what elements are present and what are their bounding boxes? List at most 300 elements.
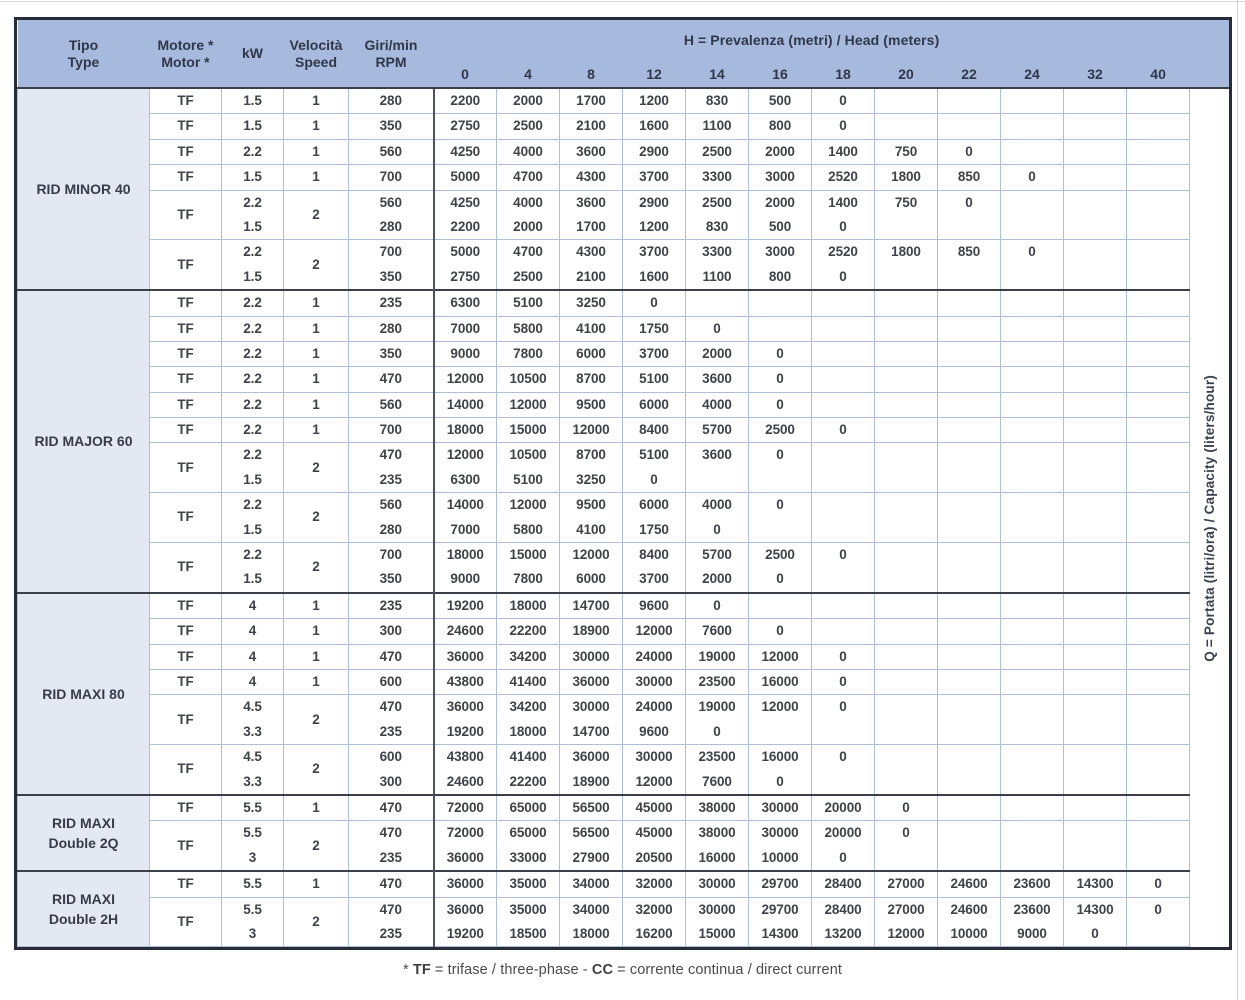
pump-capacity-table-frame <box>14 17 1232 950</box>
capacity-value: 6000 1750 <box>623 493 686 543</box>
table-row <box>18 418 1190 443</box>
rpm-value: 700 350 <box>349 543 434 593</box>
capacity-value <box>938 619 1001 644</box>
capacity-value <box>1127 644 1190 669</box>
rpm-value: 470 <box>349 795 434 821</box>
kw-value: 1.5 <box>222 88 284 114</box>
speed-value: 2 <box>284 443 349 493</box>
capacity-value <box>1001 795 1064 821</box>
capacity-value: 41400 <box>497 669 560 694</box>
capacity-value: 36000 19200 <box>434 695 497 745</box>
table-header <box>18 20 1190 88</box>
capacity-value: 0 <box>812 695 875 745</box>
kw-value: 1.5 <box>222 165 284 190</box>
capacity-value: 9600 <box>623 593 686 619</box>
table-row <box>18 871 1190 897</box>
capacity-value: 23500 <box>686 669 749 694</box>
head-title-text: = Prevalenza (metri) / Head (meters) <box>694 32 940 48</box>
speed-value: 1 <box>284 139 349 164</box>
speed-value: 1 <box>284 418 349 443</box>
capacity-value: 3700 1600 <box>623 240 686 290</box>
capacity-value <box>1064 619 1127 644</box>
table-row <box>18 695 1190 745</box>
capacity-value: 750 <box>875 139 938 164</box>
section-rid-maxi-double-2h <box>18 871 1190 947</box>
capacity-value: 56500 27900 <box>560 821 623 871</box>
capacity-value: 0 <box>686 316 749 341</box>
col-header-tipo <box>18 20 150 88</box>
rpm-value: 280 <box>349 316 434 341</box>
capacity-value <box>1001 619 1064 644</box>
speed-value: 1 <box>284 88 349 114</box>
capacity-value: 3300 1100 <box>686 240 749 290</box>
speed-value: 2 <box>284 543 349 593</box>
capacity-value: 34000 <box>560 871 623 897</box>
capacity-value: 27000 12000 <box>875 897 938 947</box>
capacity-value: 12000 <box>623 619 686 644</box>
capacity-value <box>938 114 1001 139</box>
capacity-value <box>875 644 938 669</box>
kw-value: 2.2 1.5 <box>222 190 284 240</box>
capacity-value <box>1001 821 1064 871</box>
capacity-value: 43800 24600 <box>434 745 497 795</box>
capacity-value <box>1001 392 1064 417</box>
capacity-value <box>812 341 875 366</box>
rpm-value: 470 235 <box>349 443 434 493</box>
capacity-axis-label <box>1202 375 1217 662</box>
pump-capacity-table <box>17 20 1190 947</box>
kw-value: 2.2 1.5 <box>222 493 284 543</box>
capacity-value: 5000 2750 <box>434 240 497 290</box>
rpm-value: 470 <box>349 367 434 392</box>
capacity-value: 18900 <box>560 619 623 644</box>
capacity-axis-strip-body <box>1190 89 1229 947</box>
capacity-value: 28400 13200 <box>812 897 875 947</box>
capacity-value <box>1127 593 1190 619</box>
rpm-value: 560 280 <box>349 190 434 240</box>
capacity-value <box>1127 418 1190 443</box>
capacity-value: 2000 500 <box>749 190 812 240</box>
capacity-value: 12000 <box>749 644 812 669</box>
capacity-value <box>1127 619 1190 644</box>
speed-value: 1 <box>284 619 349 644</box>
motor-type: TF <box>150 821 222 871</box>
capacity-value: 5800 <box>497 316 560 341</box>
capacity-value: 16000 <box>749 669 812 694</box>
capacity-value <box>1127 88 1190 114</box>
capacity-value: 35000 <box>497 871 560 897</box>
col-header-tipo-line2: Type <box>67 53 100 70</box>
head-col-0: 0 <box>434 60 497 88</box>
capacity-value <box>1001 493 1064 543</box>
kw-value: 2.2 <box>222 316 284 341</box>
capacity-value <box>812 367 875 392</box>
capacity-value: 29700 <box>749 871 812 897</box>
capacity-value: 43800 <box>434 669 497 694</box>
capacity-value <box>938 669 1001 694</box>
motor-type: TF <box>150 443 222 493</box>
capacity-value: 24600 10000 <box>938 897 1001 947</box>
capacity-value: 5100 <box>497 290 560 316</box>
capacity-value: 0 <box>812 114 875 139</box>
capacity-value: 0 <box>1001 240 1064 290</box>
capacity-value: 35000 18500 <box>497 897 560 947</box>
head-col-40: 40 <box>1127 60 1190 88</box>
head-col-12: 12 <box>623 60 686 88</box>
col-header-head-meters <box>434 20 1190 60</box>
capacity-value: 3600 <box>560 139 623 164</box>
capacity-value <box>1001 669 1064 694</box>
capacity-value: 750 <box>875 190 938 240</box>
table-row <box>18 821 1190 871</box>
capacity-value: 0 <box>812 745 875 795</box>
capacity-value <box>1064 392 1127 417</box>
kw-value: 2.2 <box>222 367 284 392</box>
capacity-value <box>1001 443 1064 493</box>
capacity-value <box>1001 88 1064 114</box>
capacity-value: 0 <box>749 341 812 366</box>
capacity-value: 65000 <box>497 795 560 821</box>
capacity-value: 1750 <box>623 316 686 341</box>
rpm-value: 700 350 <box>349 240 434 290</box>
capacity-value: 1100 <box>686 114 749 139</box>
capacity-value: 1400 <box>812 139 875 164</box>
kw-value: 5.5 <box>222 871 284 897</box>
capacity-value: 3250 <box>560 290 623 316</box>
capacity-value <box>875 493 938 543</box>
kw-value: 5.5 3 <box>222 821 284 871</box>
capacity-value <box>938 795 1001 821</box>
capacity-value: 19000 0 <box>686 695 749 745</box>
capacity-value: 0 <box>1127 897 1190 947</box>
capacity-value: 850 <box>938 165 1001 190</box>
rpm-value: 560 <box>349 392 434 417</box>
capacity-value: 0 <box>938 139 1001 164</box>
capacity-value: 7000 <box>434 316 497 341</box>
head-col-22: 22 <box>938 60 1001 88</box>
capacity-value <box>875 341 938 366</box>
capacity-value: 800 <box>749 114 812 139</box>
capacity-value <box>749 593 812 619</box>
capacity-value: 36000 <box>560 669 623 694</box>
capacity-value: 0 <box>1127 871 1190 897</box>
capacity-value: 10500 5100 <box>497 443 560 493</box>
capacity-value: 4300 <box>560 165 623 190</box>
capacity-value: 4000 <box>686 392 749 417</box>
motor-type: TF <box>150 114 222 139</box>
motor-type: TF <box>150 190 222 240</box>
capacity-value: 36000 18900 <box>560 745 623 795</box>
capacity-value: 2000 <box>749 139 812 164</box>
capacity-value: 18000 <box>434 418 497 443</box>
capacity-value: 30000 <box>560 644 623 669</box>
speed-value: 2 <box>284 190 349 240</box>
capacity-value: 45000 <box>623 795 686 821</box>
capacity-value: 4700 <box>497 165 560 190</box>
capacity-value: 2520 0 <box>812 240 875 290</box>
kw-value: 5.5 3 <box>222 897 284 947</box>
capacity-value <box>1064 418 1127 443</box>
section-rid-maxi-80 <box>18 593 1190 795</box>
rpm-value: 700 <box>349 418 434 443</box>
table-row <box>18 795 1190 821</box>
capacity-value: 32000 16200 <box>623 897 686 947</box>
capacity-value <box>1127 745 1190 795</box>
speed-value: 1 <box>284 669 349 694</box>
kw-value: 2.2 <box>222 418 284 443</box>
kw-value: 2.2 1.5 <box>222 240 284 290</box>
model-name: RID MAXI 80 <box>18 593 150 795</box>
head-col-8: 8 <box>560 60 623 88</box>
capacity-value: 0 <box>749 392 812 417</box>
capacity-value: 18000 9000 <box>434 543 497 593</box>
capacity-value: 0 <box>749 619 812 644</box>
capacity-value <box>875 745 938 795</box>
capacity-value: 5100 0 <box>623 443 686 493</box>
capacity-value <box>1064 88 1127 114</box>
capacity-value <box>1001 341 1064 366</box>
kw-value: 2.2 <box>222 290 284 316</box>
capacity-value: 12000 <box>434 367 497 392</box>
capacity-value: 23500 7600 <box>686 745 749 795</box>
speed-value: 2 <box>284 897 349 947</box>
motor-type: TF <box>150 392 222 417</box>
capacity-value <box>1001 593 1064 619</box>
capacity-value <box>1064 443 1127 493</box>
motor-type: TF <box>150 316 222 341</box>
capacity-value <box>1127 695 1190 745</box>
capacity-value: 8400 3700 <box>623 543 686 593</box>
capacity-value <box>1127 190 1190 240</box>
capacity-value: 4000 2000 <box>497 190 560 240</box>
capacity-value <box>938 593 1001 619</box>
speed-value: 2 <box>284 493 349 543</box>
capacity-value: 23600 <box>1001 871 1064 897</box>
rpm-value: 300 <box>349 619 434 644</box>
capacity-value: 12000 6300 <box>434 443 497 493</box>
capacity-value: 850 <box>938 240 1001 290</box>
capacity-value <box>1127 443 1190 493</box>
capacity-value <box>1064 821 1127 871</box>
speed-value: 1 <box>284 290 349 316</box>
capacity-value <box>1064 669 1127 694</box>
rpm-value: 235 <box>349 290 434 316</box>
capacity-value: 45000 20500 <box>623 821 686 871</box>
col-header-kw <box>222 20 284 88</box>
capacity-value: 14000 7000 <box>434 493 497 543</box>
model-name: RID MAJOR 60 <box>18 290 150 593</box>
speed-value: 2 <box>284 821 349 871</box>
capacity-value: 4700 2500 <box>497 240 560 290</box>
table-row <box>18 190 1190 240</box>
head-col-16: 16 <box>749 60 812 88</box>
capacity-value <box>875 392 938 417</box>
model-name: RID MINOR 40 <box>18 88 150 290</box>
capacity-value <box>1001 543 1064 593</box>
capacity-value <box>1064 114 1127 139</box>
kw-value: 2.2 <box>222 341 284 366</box>
capacity-value: 3300 <box>686 165 749 190</box>
capacity-value: 14300 <box>1064 871 1127 897</box>
kw-value: 2.2 1.5 <box>222 443 284 493</box>
capacity-value: 65000 33000 <box>497 821 560 871</box>
capacity-value: 4250 2200 <box>434 190 497 240</box>
speed-value: 1 <box>284 871 349 897</box>
capacity-value: 34000 18000 <box>560 897 623 947</box>
rpm-value: 470 <box>349 644 434 669</box>
motor-type: TF <box>150 418 222 443</box>
capacity-value <box>938 644 1001 669</box>
capacity-value <box>1127 367 1190 392</box>
capacity-value <box>1064 139 1127 164</box>
page-edge-line-right <box>1237 0 1238 1000</box>
capacity-value: 5000 <box>434 165 497 190</box>
capacity-value: 10500 <box>497 367 560 392</box>
header-row-1 <box>18 20 1190 60</box>
kw-value: 4 <box>222 669 284 694</box>
capacity-value <box>1001 290 1064 316</box>
table-row <box>18 543 1190 593</box>
rpm-value: 560 280 <box>349 493 434 543</box>
speed-value: 1 <box>284 795 349 821</box>
table-row <box>18 443 1190 493</box>
capacity-value: 12000 <box>497 392 560 417</box>
capacity-value <box>1001 745 1064 795</box>
head-col-18: 18 <box>812 60 875 88</box>
capacity-value <box>812 619 875 644</box>
capacity-value: 6300 <box>434 290 497 316</box>
motor-type: TF <box>150 88 222 114</box>
capacity-value: 7800 <box>497 341 560 366</box>
rpm-value: 470 235 <box>349 695 434 745</box>
capacity-value <box>1127 341 1190 366</box>
capacity-value: 30000 <box>749 795 812 821</box>
footnote-text: = trifase / three-phase - <box>430 962 592 978</box>
speed-value: 1 <box>284 316 349 341</box>
table-row <box>18 114 1190 139</box>
capacity-value: 8700 3250 <box>560 443 623 493</box>
footnote-text: * <box>403 962 413 978</box>
section-rid-maxi-double-2q <box>18 795 1190 871</box>
capacity-value: 18000 <box>497 593 560 619</box>
capacity-value: 500 <box>749 88 812 114</box>
capacity-value: 3700 <box>623 165 686 190</box>
capacity-value: 0 <box>623 290 686 316</box>
capacity-value: 4250 <box>434 139 497 164</box>
capacity-value: 2900 1200 <box>623 190 686 240</box>
capacity-value: 23600 9000 <box>1001 897 1064 947</box>
capacity-value <box>938 443 1001 493</box>
capacity-value <box>812 593 875 619</box>
capacity-value: 36000 19200 <box>434 897 497 947</box>
capacity-value: 1200 <box>623 88 686 114</box>
capacity-value: 3000 800 <box>749 240 812 290</box>
capacity-value: 0 <box>749 493 812 543</box>
capacity-value <box>875 443 938 493</box>
motor-type: TF <box>150 139 222 164</box>
capacity-value <box>1127 114 1190 139</box>
kw-value: 4 <box>222 593 284 619</box>
speed-value: 2 <box>284 695 349 745</box>
capacity-value <box>1001 418 1064 443</box>
capacity-value: 3600 1700 <box>560 190 623 240</box>
motor-type: TF <box>150 240 222 290</box>
capacity-value: 34200 <box>497 644 560 669</box>
capacity-value: 2500 <box>497 114 560 139</box>
rpm-value: 235 <box>349 593 434 619</box>
rpm-value: 600 <box>349 669 434 694</box>
rpm-value: 560 <box>349 139 434 164</box>
capacity-value: 8700 <box>560 367 623 392</box>
capacity-value: 5100 <box>623 367 686 392</box>
capacity-value <box>938 745 1001 795</box>
head-symbol: H <box>683 32 695 48</box>
capacity-value <box>686 290 749 316</box>
capacity-value <box>1001 139 1064 164</box>
capacity-value: 28400 <box>812 871 875 897</box>
capacity-value <box>1127 290 1190 316</box>
capacity-value <box>875 290 938 316</box>
capacity-value: 41400 22200 <box>497 745 560 795</box>
capacity-value <box>1064 745 1127 795</box>
capacity-value <box>1064 165 1127 190</box>
capacity-symbol: Q <box>1202 650 1218 662</box>
capacity-value: 2500 <box>686 139 749 164</box>
capacity-value: 1700 <box>560 88 623 114</box>
capacity-value: 0 <box>812 644 875 669</box>
capacity-value: 1800 <box>875 240 938 290</box>
capacity-value: 12000 <box>560 418 623 443</box>
capacity-value: 2520 <box>812 165 875 190</box>
kw-value: 4 <box>222 619 284 644</box>
capacity-value: 12000 5800 <box>497 493 560 543</box>
capacity-value <box>875 88 938 114</box>
table-row <box>18 593 1190 619</box>
capacity-value: 2000 <box>686 341 749 366</box>
capacity-value <box>938 88 1001 114</box>
motor-type: TF <box>150 871 222 897</box>
capacity-value: 0 <box>812 669 875 694</box>
capacity-value <box>1127 139 1190 164</box>
col-header-tipo-line1: Tipo <box>68 36 99 53</box>
capacity-value: 9500 <box>560 392 623 417</box>
capacity-value <box>938 418 1001 443</box>
kw-value: 4.5 3.3 <box>222 695 284 745</box>
head-col-32: 32 <box>1064 60 1127 88</box>
capacity-value <box>1064 543 1127 593</box>
capacity-value <box>1127 240 1190 290</box>
speed-value: 1 <box>284 165 349 190</box>
table-row <box>18 669 1190 694</box>
capacity-value <box>1064 795 1127 821</box>
col-header-motore-line1: Motore * <box>157 36 214 53</box>
capacity-value: 1800 <box>875 165 938 190</box>
capacity-value: 34200 18000 <box>497 695 560 745</box>
capacity-value <box>938 392 1001 417</box>
capacity-value: 2000 <box>497 88 560 114</box>
capacity-value <box>875 418 938 443</box>
capacity-value <box>1127 821 1190 871</box>
capacity-value: 0 <box>812 543 875 593</box>
table-row <box>18 88 1190 114</box>
capacity-value: 0 <box>812 418 875 443</box>
capacity-value: 14700 <box>560 593 623 619</box>
capacity-value: 1400 0 <box>812 190 875 240</box>
speed-value: 1 <box>284 114 349 139</box>
motor-type: TF <box>150 367 222 392</box>
capacity-value: 7600 <box>686 619 749 644</box>
capacity-value <box>1064 190 1127 240</box>
